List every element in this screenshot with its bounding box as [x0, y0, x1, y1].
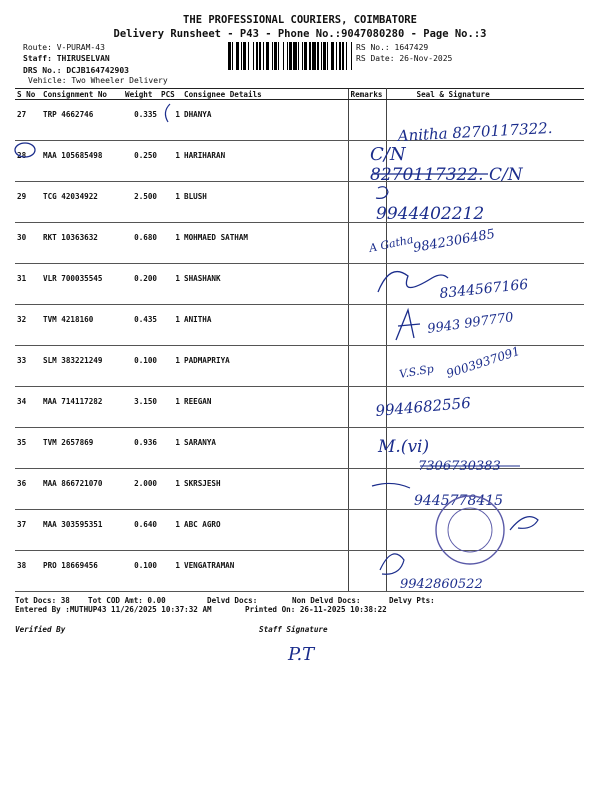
cell-consignment: TRP 4662746 — [41, 100, 123, 141]
vehicle-info: Vehicle: Two Wheeler Delivery — [28, 76, 168, 85]
staff-value: THIRUSELVAN — [56, 54, 110, 63]
cell-sno: 38 — [15, 551, 41, 592]
cell-remarks — [348, 551, 386, 592]
cell-pcs: 1 — [159, 510, 182, 551]
cell-weight: 3.150 — [123, 387, 159, 428]
cell-consignment: MAA 303595351 — [41, 510, 123, 551]
cell-weight: 0.250 — [123, 141, 159, 182]
cell-consignment: TVM 4218160 — [41, 305, 123, 346]
staff-signature-label: Staff Signature — [259, 625, 328, 634]
cell-seal-signature — [386, 469, 584, 510]
rs-number: RS No.: 1647429 — [356, 43, 429, 52]
hw-row27: Anitha 8270117322. — [397, 118, 553, 145]
cell-remarks — [348, 264, 386, 305]
cell-pcs: 1 — [159, 141, 182, 182]
drs-label: DRS No.: — [23, 66, 62, 75]
cell-seal-signature — [386, 100, 584, 141]
cell-remarks — [348, 100, 386, 141]
entered-by: Entered By :MUTHUP43 11/26/2025 10:37:32 AM — [15, 605, 212, 614]
tot-docs: Tot Docs: 38 — [15, 596, 70, 605]
hw-row33a: V.S.Sp — [398, 362, 435, 381]
delvy-pts: Delvy Pts: — [389, 596, 435, 605]
table-header-row — [15, 89, 584, 100]
cell-pcs: 1 — [159, 428, 182, 469]
cell-weight: 0.335 — [123, 100, 159, 141]
cell-sno: 30 — [15, 223, 41, 264]
cell-sno: 34 — [15, 387, 41, 428]
cell-sno: 32 — [15, 305, 41, 346]
cell-seal-signature — [386, 182, 584, 223]
cell-pcs: 1 — [159, 305, 182, 346]
cell-weight: 0.100 — [123, 346, 159, 387]
cell-seal-signature — [386, 343, 584, 387]
cell-weight: 0.936 — [123, 428, 159, 469]
cell-sno: 33 — [15, 346, 41, 387]
table-row — [15, 264, 584, 305]
table-row — [15, 346, 584, 387]
runsheet-table — [15, 88, 584, 592]
runsheet-subtitle: Delivery Runsheet - P43 - Phone No.:9047080280 - Page No.:3 — [113, 28, 487, 40]
printed-on: Printed On: 26-11-2025 10:38:22 — [245, 605, 387, 614]
delvd-docs: Delvd Docs: — [207, 596, 258, 605]
hw-row31: 8344567166 — [438, 276, 530, 302]
hw-row28b: 8270117322. C/N — [370, 165, 523, 185]
table-row — [15, 305, 584, 346]
cell-consignee: BLUSH — [182, 182, 348, 223]
cell-sno: 37 — [15, 510, 41, 551]
cell-remarks — [348, 141, 386, 182]
cell-remarks — [348, 223, 386, 264]
table-row — [15, 223, 584, 264]
cell-consignment: MAA 866721070 — [41, 469, 123, 510]
hw-row29: 9944402212 — [376, 204, 485, 224]
cell-consignee: SKRSJESH — [182, 469, 348, 510]
hw-row36: 9445778415 — [414, 493, 504, 509]
cell-consignee: VENGATRAMAN — [182, 551, 348, 592]
cell-remarks — [348, 305, 386, 346]
table-row — [15, 551, 584, 592]
hw-row38: 9942860522 — [400, 577, 483, 592]
cell-consignee: ABC AGRO — [182, 510, 348, 551]
hw-row28a: C/N — [370, 144, 406, 165]
hw-row33b: 9003937091 — [444, 343, 522, 381]
hw-row32: 9943 997770 — [426, 310, 515, 337]
table-row — [15, 141, 584, 182]
cell-remarks — [348, 182, 386, 223]
cell-seal-signature — [386, 305, 584, 346]
cell-consignee: SHASHANK — [182, 264, 348, 305]
hw-row30a: A Gatha — [367, 232, 415, 255]
hw-row34: 9944682556 — [374, 393, 472, 420]
cell-consignee: SARANYA — [182, 428, 348, 469]
cell-seal-signature — [386, 264, 584, 305]
table-row — [15, 469, 584, 510]
cell-pcs: 1 — [159, 264, 182, 305]
cell-weight: 0.200 — [123, 264, 159, 305]
cell-consignment: VLR 700035545 — [41, 264, 123, 305]
drs-value: DCJB164742903 — [66, 66, 129, 75]
cell-sno: 29 — [15, 182, 41, 223]
cell-pcs: 1 — [159, 469, 182, 510]
cell-consignee: PADMAPRIYA — [182, 346, 348, 387]
cell-consignment: RKT 10363632 — [41, 223, 123, 264]
table-row — [15, 387, 584, 428]
table-body — [15, 100, 584, 592]
cell-consignee: MOHMAED SATHAM — [182, 223, 348, 264]
cell-sno: 36 — [15, 469, 41, 510]
table-row — [15, 428, 584, 469]
non-delvd-docs: Non Delvd Docs: — [292, 596, 361, 605]
staff-signature-mark: P.T — [288, 644, 315, 665]
cell-remarks — [348, 428, 386, 469]
cell-sno: 27 — [15, 100, 41, 141]
table-row — [15, 182, 584, 223]
cell-seal-signature — [386, 223, 584, 264]
cell-consignee: HARIHARAN — [182, 141, 348, 182]
col-seal: Seal & Signature — [386, 89, 584, 100]
cell-seal-signature — [386, 428, 584, 469]
cell-consignee: REEGAN — [182, 387, 348, 428]
table-row — [15, 510, 584, 551]
cell-seal-signature — [386, 387, 584, 428]
cell-sno: 28 — [15, 141, 41, 182]
cell-weight: 0.100 — [123, 551, 159, 592]
cell-remarks — [348, 387, 386, 428]
cell-pcs: 1 — [159, 346, 182, 387]
cell-pcs: 1 — [159, 223, 182, 264]
cell-consignment: SLM 383221249 — [41, 346, 123, 387]
cell-consignment: MAA 714117282 — [41, 387, 123, 428]
hw-row30b: 9842306485 — [412, 226, 497, 256]
col-pcs: PCS — [159, 89, 182, 100]
table-row — [15, 100, 584, 141]
cell-pcs: 1 — [159, 100, 182, 141]
verified-by: Verified By — [15, 625, 66, 634]
cell-seal-signature — [386, 551, 584, 592]
cell-weight: 2.500 — [123, 182, 159, 223]
cell-consignee: DHANYA — [182, 100, 348, 141]
cell-consignment: MAA 105685498 — [41, 141, 123, 182]
cell-pcs: 1 — [159, 182, 182, 223]
staff-label: Staff: — [23, 54, 52, 63]
hw-row35a: M.(vi) — [378, 437, 430, 457]
col-consignment: Consignment No — [41, 89, 123, 100]
cell-pcs: 1 — [159, 551, 182, 592]
col-weight: Weight — [123, 89, 159, 100]
cell-remarks — [348, 469, 386, 510]
cell-consignment: TCG 42034922 — [41, 182, 123, 223]
tot-cod: Tot COD Amt: 0.00 — [88, 596, 166, 605]
barcode — [228, 42, 352, 70]
company-name: THE PROFESSIONAL COURIERS, COIMBATORE — [183, 14, 417, 26]
hw-row35b: 7306730383 — [418, 459, 501, 474]
cell-sno: 31 — [15, 264, 41, 305]
cell-weight: 2.000 — [123, 469, 159, 510]
staff-info — [23, 54, 110, 63]
col-sno: S No — [15, 89, 41, 100]
cell-weight: 0.640 — [123, 510, 159, 551]
cell-sno: 35 — [15, 428, 41, 469]
col-remarks: Remarks — [348, 89, 386, 100]
route-info: Route: V-PURAM-43 — [23, 43, 105, 52]
cell-remarks — [348, 346, 386, 387]
cell-consignment: PRO 18669456 — [41, 551, 123, 592]
cell-consignment: TVM 2657869 — [41, 428, 123, 469]
cell-seal-signature — [386, 510, 584, 551]
cell-weight: 0.680 — [123, 223, 159, 264]
cell-pcs: 1 — [159, 387, 182, 428]
cell-remarks — [348, 510, 386, 551]
cell-weight: 0.435 — [123, 305, 159, 346]
cell-seal-signature — [386, 141, 584, 182]
col-consignee: Consignee Details — [182, 89, 348, 100]
drs-info — [23, 66, 129, 75]
cell-consignee: ANITHA — [182, 305, 348, 346]
rs-date: RS Date: 26-Nov-2025 — [356, 54, 453, 63]
